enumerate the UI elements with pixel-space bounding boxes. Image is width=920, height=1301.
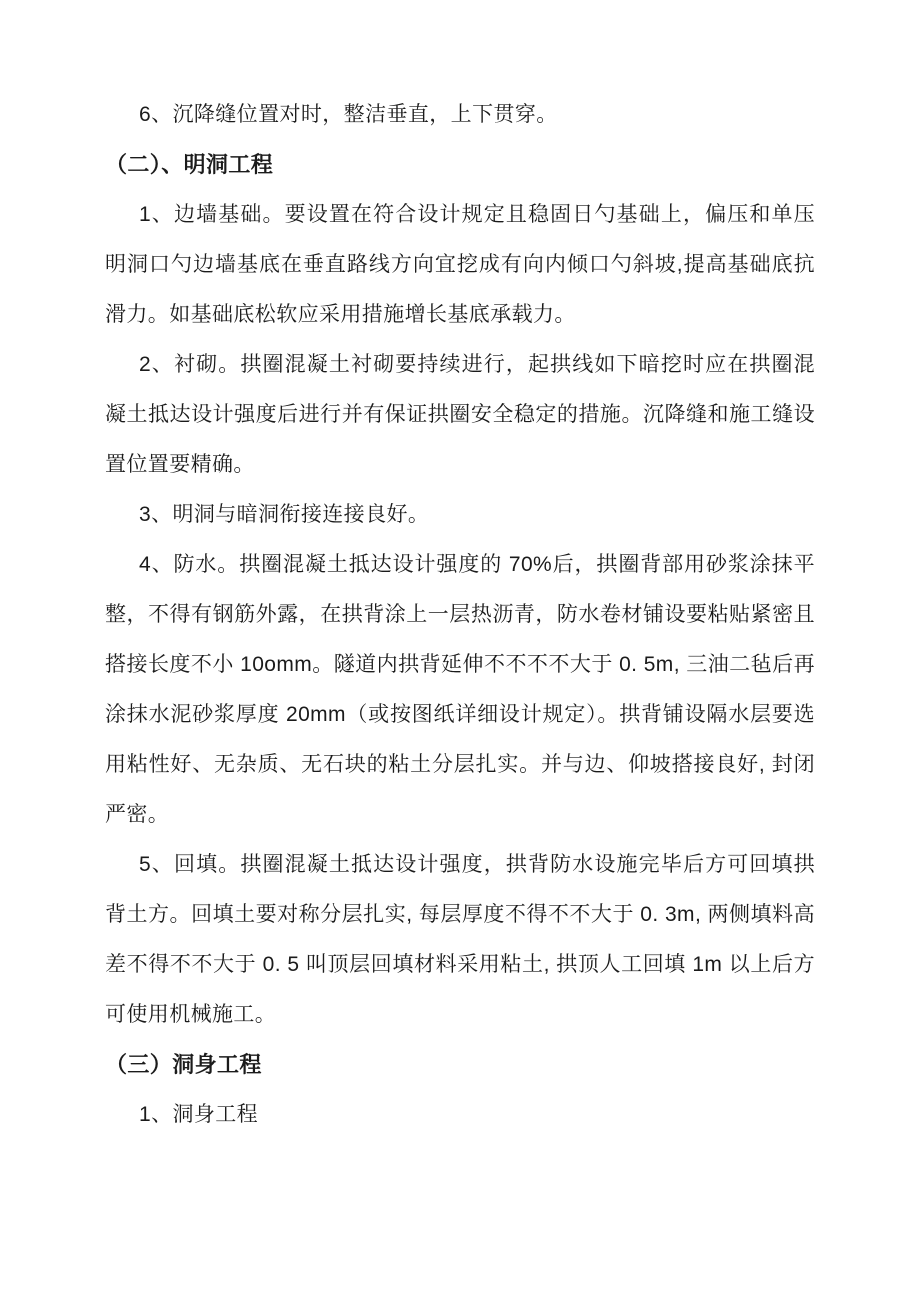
paragraph-line: 滑力。如基础底松软应采用措施增长基底承载力。 [105, 303, 576, 326]
paragraph-line: 置位置要精确。 [105, 453, 255, 476]
paragraph-line: 背土方。回填土要对称分层扎实, 每层厚度不得不不大于 0. 3m, 两侧填料高 [105, 903, 815, 926]
paragraph-line: 凝土抵达设计强度后进行并有保证拱圈安全稳定的措施。沉降缝和施工缝设 [105, 403, 815, 426]
paragraph-line: 差不得不不大于 0. 5 叫顶层回填材料采用粘土, 拱顶人工回填 1m 以上后方 [105, 953, 815, 976]
paragraph-line: 1、洞身工程 [139, 1103, 259, 1126]
paragraph-line: 整，不得有钢筋外露，在拱背涂上一层热沥青，防水卷材铺设要粘贴紧密且 [105, 603, 815, 626]
paragraph-line: 6、沉降缝位置对时，整洁垂直，上下贯穿。 [139, 103, 558, 126]
section-heading: （三）洞身工程 [105, 1052, 262, 1077]
document-content [105, 90, 815, 1140]
paragraph-line: 严密。 [105, 803, 170, 826]
paragraph-line: 用粘性好、无杂质、无石块的粘土分层扎实。并与边、仰坡搭接良好, 封闭 [105, 753, 815, 776]
paragraph-line: 明洞口勺边墙基底在垂直路线方向宜挖成有向内倾口勺斜坡,提高基础底抗 [105, 253, 815, 276]
paragraph-line: 涂抹水泥砂浆厚度 20mm（或按图纸详细设计规定）。拱背铺设隔水层要选 [105, 703, 815, 726]
paragraph-line: 1、边墙基础。要设置在符合设计规定且稳固日勺基础上，偏压和单压 [139, 203, 815, 226]
paragraph-line: 3、明洞与暗洞衔接连接良好。 [139, 503, 430, 526]
paragraph-line: 搭接长度不小 10omm。隧道内拱背延伸不不不不大于 0. 5m, 三油二毡后再 [105, 653, 815, 676]
paragraph-line: 5、回填。拱圈混凝土抵达设计强度，拱背防水设施完毕后方可回填拱 [139, 853, 815, 876]
paragraph-line: 2、衬砌。拱圈混凝土衬砌要持续进行，起拱线如下暗挖时应在拱圈混 [139, 353, 815, 376]
section-heading: （二）、明洞工程 [105, 152, 274, 177]
paragraph-line: 可使用机械施工。 [105, 1003, 277, 1026]
paragraph-line: 4、防水。拱圈混凝土抵达设计强度的 70%后，拱圈背部用砂浆涂抹平 [139, 553, 815, 576]
